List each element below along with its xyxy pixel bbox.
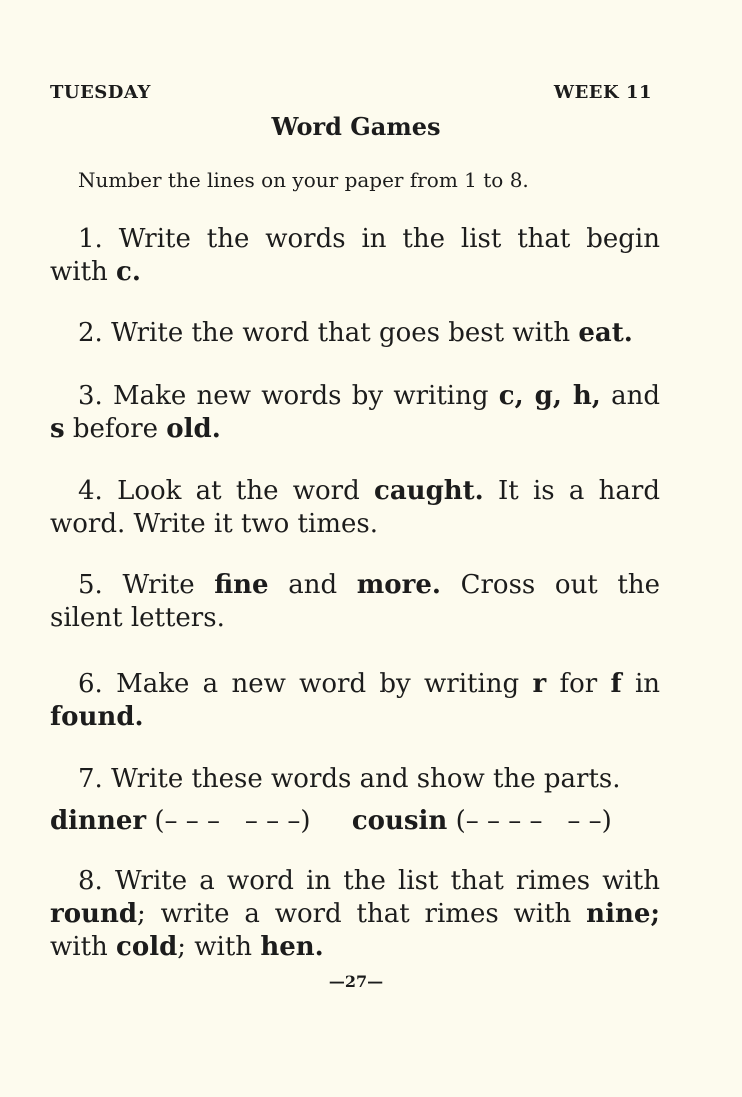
item-text: Write a word in the list that rimes with xyxy=(102,866,660,896)
item-text: ; write a word that rimes with xyxy=(137,899,587,929)
item-text: Write the words in the list that begin with xyxy=(50,224,660,287)
word-cousin: cousin xyxy=(351,806,448,836)
key-word: caught. xyxy=(373,476,484,506)
item-text: for xyxy=(546,669,611,699)
exercise-item xyxy=(50,865,660,964)
key-word: round xyxy=(50,899,138,929)
item-text: Make a new word by writing xyxy=(102,669,533,699)
item-number: 2. xyxy=(78,318,103,348)
item-text: with xyxy=(50,932,117,962)
item-text: ; with xyxy=(177,932,261,962)
key-word: more. xyxy=(356,570,441,600)
item-text: It is a hard word. Write it two times. xyxy=(50,476,660,539)
exercise-item xyxy=(50,223,660,289)
item-number: 3. xyxy=(78,381,103,411)
exercise-item xyxy=(50,569,660,635)
item-text: Write the word that goes best with xyxy=(102,318,579,348)
key-word: found. xyxy=(50,702,144,732)
key-word: c. xyxy=(116,257,141,287)
item-number: 1. xyxy=(78,224,103,254)
item-text: and xyxy=(600,381,661,411)
exercise-item xyxy=(50,668,660,734)
exercise-item xyxy=(50,763,660,796)
item-text: before xyxy=(64,414,167,444)
parts-blank: (– – – – – –) xyxy=(447,806,612,836)
item-text: Make new words by writing xyxy=(102,381,499,411)
item-text: Cross out the silent letters. xyxy=(50,570,660,633)
key-word: cold xyxy=(116,932,178,962)
key-word: old. xyxy=(166,414,221,444)
item-number: 4. xyxy=(78,476,103,506)
exercise-item xyxy=(50,475,660,541)
item-number: 7. xyxy=(78,764,103,794)
exercise-item xyxy=(50,317,660,350)
day-label: TUESDAY xyxy=(50,82,151,103)
item-text: and xyxy=(268,570,357,600)
item-number: 5. xyxy=(78,570,103,600)
instructions: Number the lines on your paper from 1 to 8. xyxy=(78,168,529,192)
key-word: fine xyxy=(214,570,269,600)
key-word: c, g, h, xyxy=(498,381,601,411)
key-word: nine; xyxy=(586,899,660,929)
exercise-item xyxy=(50,380,660,446)
key-word: r xyxy=(532,669,547,699)
key-word: s xyxy=(50,414,65,444)
key-word: f xyxy=(610,669,622,699)
item-text: in xyxy=(621,669,661,699)
item-text: Write xyxy=(102,570,215,600)
item-number: 8. xyxy=(78,866,103,896)
word-dinner: dinner xyxy=(50,806,147,836)
key-word: hen. xyxy=(260,932,324,962)
item-number: 6. xyxy=(78,669,103,699)
word-parts-line xyxy=(50,806,612,836)
item-text: Write these words and show the parts. xyxy=(102,764,621,794)
parts-blank: (– – – – – –) xyxy=(146,806,311,836)
page-title: Word Games xyxy=(271,112,441,141)
item-text: Look at the word xyxy=(102,476,374,506)
page-number: —27— xyxy=(328,972,384,991)
week-label: WEEK 11 xyxy=(553,82,652,103)
key-word: eat. xyxy=(578,318,633,348)
